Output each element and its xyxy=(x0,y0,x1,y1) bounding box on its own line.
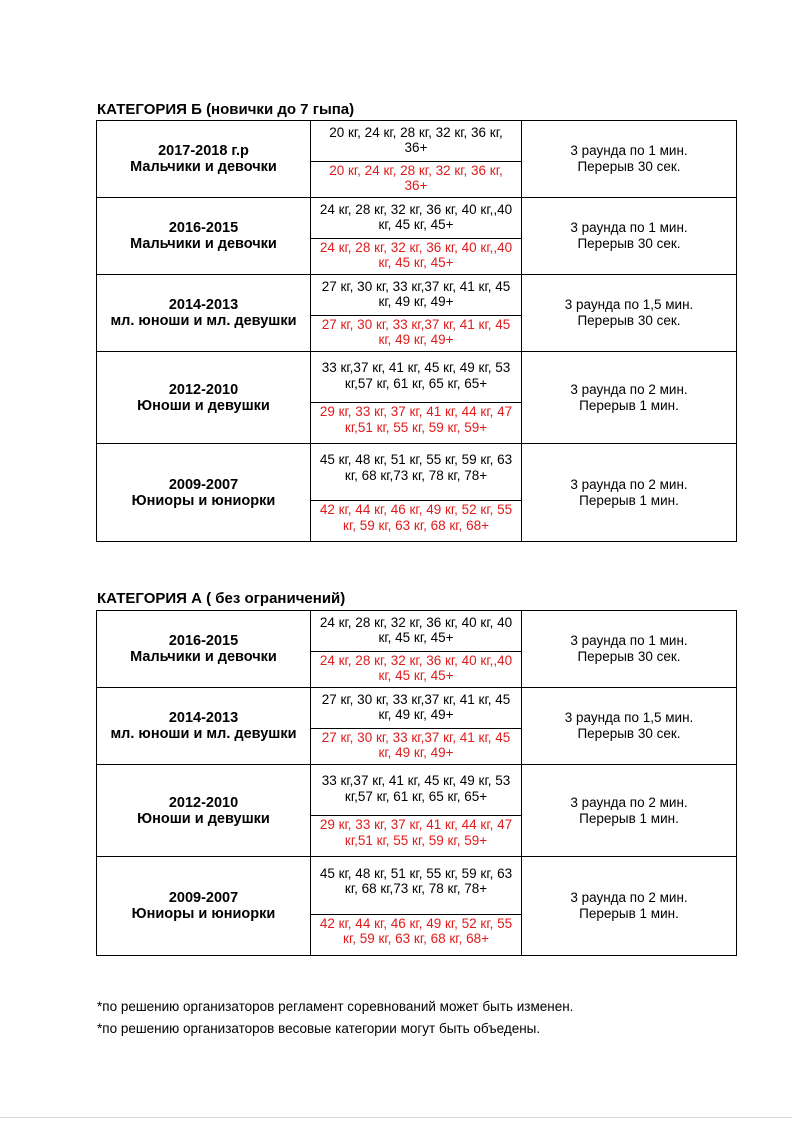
rounds-duration: 3 раунда по 2 мин. xyxy=(570,476,688,492)
rounds-duration: 3 раунда по 1,5 мин. xyxy=(564,297,694,312)
girls-weights: 42 кг, 44 кг, 46 кг, 49 кг, 52 кг, 55 кг, 59 кг, 63 кг, 68 кг, 68+ xyxy=(319,915,513,946)
girls-weights: 29 кг, 33 кг, 37 кг, 41 кг, 44 кг, 47 кг,51 кг, 55 кг, 59 кг, 59+ xyxy=(319,404,513,435)
rounds-duration: 3 раунда по 1 мин. xyxy=(570,143,688,158)
age-cell xyxy=(97,121,311,198)
rounds-cell xyxy=(522,275,737,352)
table-row xyxy=(97,611,737,688)
birth-years: 2009-2007 xyxy=(168,476,239,493)
break-duration: Перерыв 30 сек. xyxy=(577,649,681,664)
category-a-table xyxy=(96,610,737,956)
break-duration: Перерыв 30 сек. xyxy=(577,313,681,328)
age-group: Мальчики и девочки xyxy=(130,649,277,665)
rounds-duration: 3 раунда по 2 мин. xyxy=(570,381,688,397)
rounds-cell xyxy=(522,611,737,688)
break-duration: Перерыв 1 мин. xyxy=(579,492,679,508)
rounds-cell xyxy=(522,444,737,542)
rounds-cell xyxy=(522,121,737,198)
section-title-category-b: КАТЕГОРИЯ Б (новички до 7 гыпа) xyxy=(97,101,355,118)
age-group: мл. юноши и мл. девушки xyxy=(110,726,297,742)
weights-cell xyxy=(311,765,522,857)
break-duration: Перерыв 30 сек. xyxy=(577,726,681,741)
age-group: мл. юноши и мл. девушки xyxy=(110,313,297,329)
footnote-weight-categories: *по решению организаторов весовые категории могут быть объедены. xyxy=(97,1021,541,1036)
age-cell xyxy=(97,611,311,688)
weights-cell xyxy=(311,275,522,352)
rounds-cell xyxy=(522,352,737,444)
rounds-cell xyxy=(522,765,737,857)
girls-weights: 24 кг, 28 кг, 32 кг, 36 кг, 40 кг,,40 кг, 45 кг, 45+ xyxy=(319,652,513,683)
boys-weights: 45 кг, 48 кг, 51 кг, 55 кг, 59 кг, 63 кг, 68 кг,73 кг, 78 кг, 78+ xyxy=(311,451,521,501)
table-row xyxy=(97,121,737,198)
age-cell xyxy=(97,198,311,275)
rounds-cell xyxy=(522,857,737,956)
boys-weights: 24 кг, 28 кг, 32 кг, 36 кг, 40 кг, 40 кг, 45 кг, 45+ xyxy=(311,614,521,652)
weights-cell xyxy=(311,121,522,198)
weights-cell xyxy=(311,857,522,956)
girls-weights: 24 кг, 28 кг, 32 кг, 36 кг, 40 кг,,40 кг, 45 кг, 45+ xyxy=(319,239,513,270)
weights-cell xyxy=(311,611,522,688)
age-group: Мальчики и девочки xyxy=(130,236,277,252)
table-row xyxy=(97,198,737,275)
age-group: Мальчики и девочки xyxy=(130,159,277,175)
age-group: Юниоры и юниорки xyxy=(131,492,276,509)
age-group: Юноши и девушки xyxy=(137,810,270,827)
weights-cell xyxy=(311,444,522,542)
section-title-category-a: КАТЕГОРИЯ А ( без ограничений) xyxy=(97,590,346,607)
rounds-duration: 3 раунда по 1 мин. xyxy=(570,220,688,235)
boys-weights: 27 кг, 30 кг, 33 кг,37 кг, 41 кг, 45 кг, 49 кг, 49+ xyxy=(311,278,521,316)
rounds-cell xyxy=(522,688,737,765)
table-row xyxy=(97,352,737,444)
weights-cell xyxy=(311,352,522,444)
boys-weights: 33 кг,37 кг, 41 кг, 45 кг, 49 кг, 53 кг,57 кг, 61 кг, 65 кг, 65+ xyxy=(311,359,521,403)
break-duration: Перерыв 30 сек. xyxy=(577,236,681,251)
birth-years: 2009-2007 xyxy=(168,890,239,906)
boys-weights: 45 кг, 48 кг, 51 кг, 55 кг, 59 кг, 63 кг, 68 кг,73 кг, 78 кг, 78+ xyxy=(311,865,521,915)
break-duration: Перерыв 1 мин. xyxy=(579,397,679,413)
footnote-regulations: *по решению организаторов регламент соревнований может быть изменен. xyxy=(97,999,574,1014)
age-cell xyxy=(97,857,311,956)
girls-weights: 20 кг, 24 кг, 28 кг, 32 кг, 36 кг, 36+ xyxy=(329,162,503,193)
age-cell xyxy=(97,688,311,765)
age-cell xyxy=(97,352,311,444)
category-b-table xyxy=(96,120,737,542)
birth-years: 2012-2010 xyxy=(168,381,239,398)
age-group: Юниоры и юниорки xyxy=(131,906,276,922)
girls-weights: 42 кг, 44 кг, 46 кг, 49 кг, 52 кг, 55 кг, 59 кг, 63 кг, 68 кг, 68+ xyxy=(319,502,513,533)
boys-weights: 33 кг,37 кг, 41 кг, 45 кг, 49 кг, 53 кг,57 кг, 61 кг, 65 кг, 65+ xyxy=(311,772,521,816)
rounds-duration: 3 раунда по 1,5 мин. xyxy=(564,710,694,725)
girls-weights: 27 кг, 30 кг, 33 кг,37 кг, 41 кг, 45 кг, 49 кг, 49+ xyxy=(321,729,511,760)
girls-weights: 27 кг, 30 кг, 33 кг,37 кг, 41 кг, 45 кг, 49 кг, 49+ xyxy=(321,316,511,347)
weights-cell xyxy=(311,688,522,765)
birth-years: 2014-2013 xyxy=(168,710,239,726)
girls-weights: 29 кг, 33 кг, 37 кг, 41 кг, 44 кг, 47 кг,51 кг, 55 кг, 59 кг, 59+ xyxy=(319,817,513,848)
boys-weights: 24 кг, 28 кг, 32 кг, 36 кг, 40 кг,,40 кг, 45 кг, 45+ xyxy=(311,201,521,239)
rounds-duration: 3 раунда по 1 мин. xyxy=(570,633,688,648)
break-duration: Перерыв 30 сек. xyxy=(577,159,681,174)
age-cell xyxy=(97,444,311,542)
rounds-cell xyxy=(522,198,737,275)
birth-years: 2016-2015 xyxy=(168,633,239,649)
page-bottom-divider xyxy=(0,1117,792,1118)
table-row xyxy=(97,688,737,765)
birth-years: 2016-2015 xyxy=(168,220,239,236)
weights-cell xyxy=(311,198,522,275)
birth-years: 2012-2010 xyxy=(168,794,239,811)
break-duration: Перерыв 1 мин. xyxy=(579,810,679,826)
birth-years: 2014-2013 xyxy=(168,297,239,313)
break-duration: Перерыв 1 мин. xyxy=(579,906,679,921)
boys-weights: 20 кг, 24 кг, 28 кг, 32 кг, 36 кг, 36+ xyxy=(311,124,521,162)
boys-weights: 27 кг, 30 кг, 33 кг,37 кг, 41 кг, 45 кг, 49 кг, 49+ xyxy=(311,691,521,729)
footnotes xyxy=(97,996,573,1040)
rounds-duration: 3 раунда по 2 мин. xyxy=(570,890,688,905)
birth-years: 2017-2018 г.р xyxy=(158,143,249,159)
age-cell xyxy=(97,275,311,352)
table-row xyxy=(97,275,737,352)
rounds-duration: 3 раунда по 2 мин. xyxy=(570,794,688,810)
table-row xyxy=(97,857,737,956)
table-row xyxy=(97,444,737,542)
age-cell xyxy=(97,765,311,857)
age-group: Юноши и девушки xyxy=(137,397,270,414)
table-row xyxy=(97,765,737,857)
